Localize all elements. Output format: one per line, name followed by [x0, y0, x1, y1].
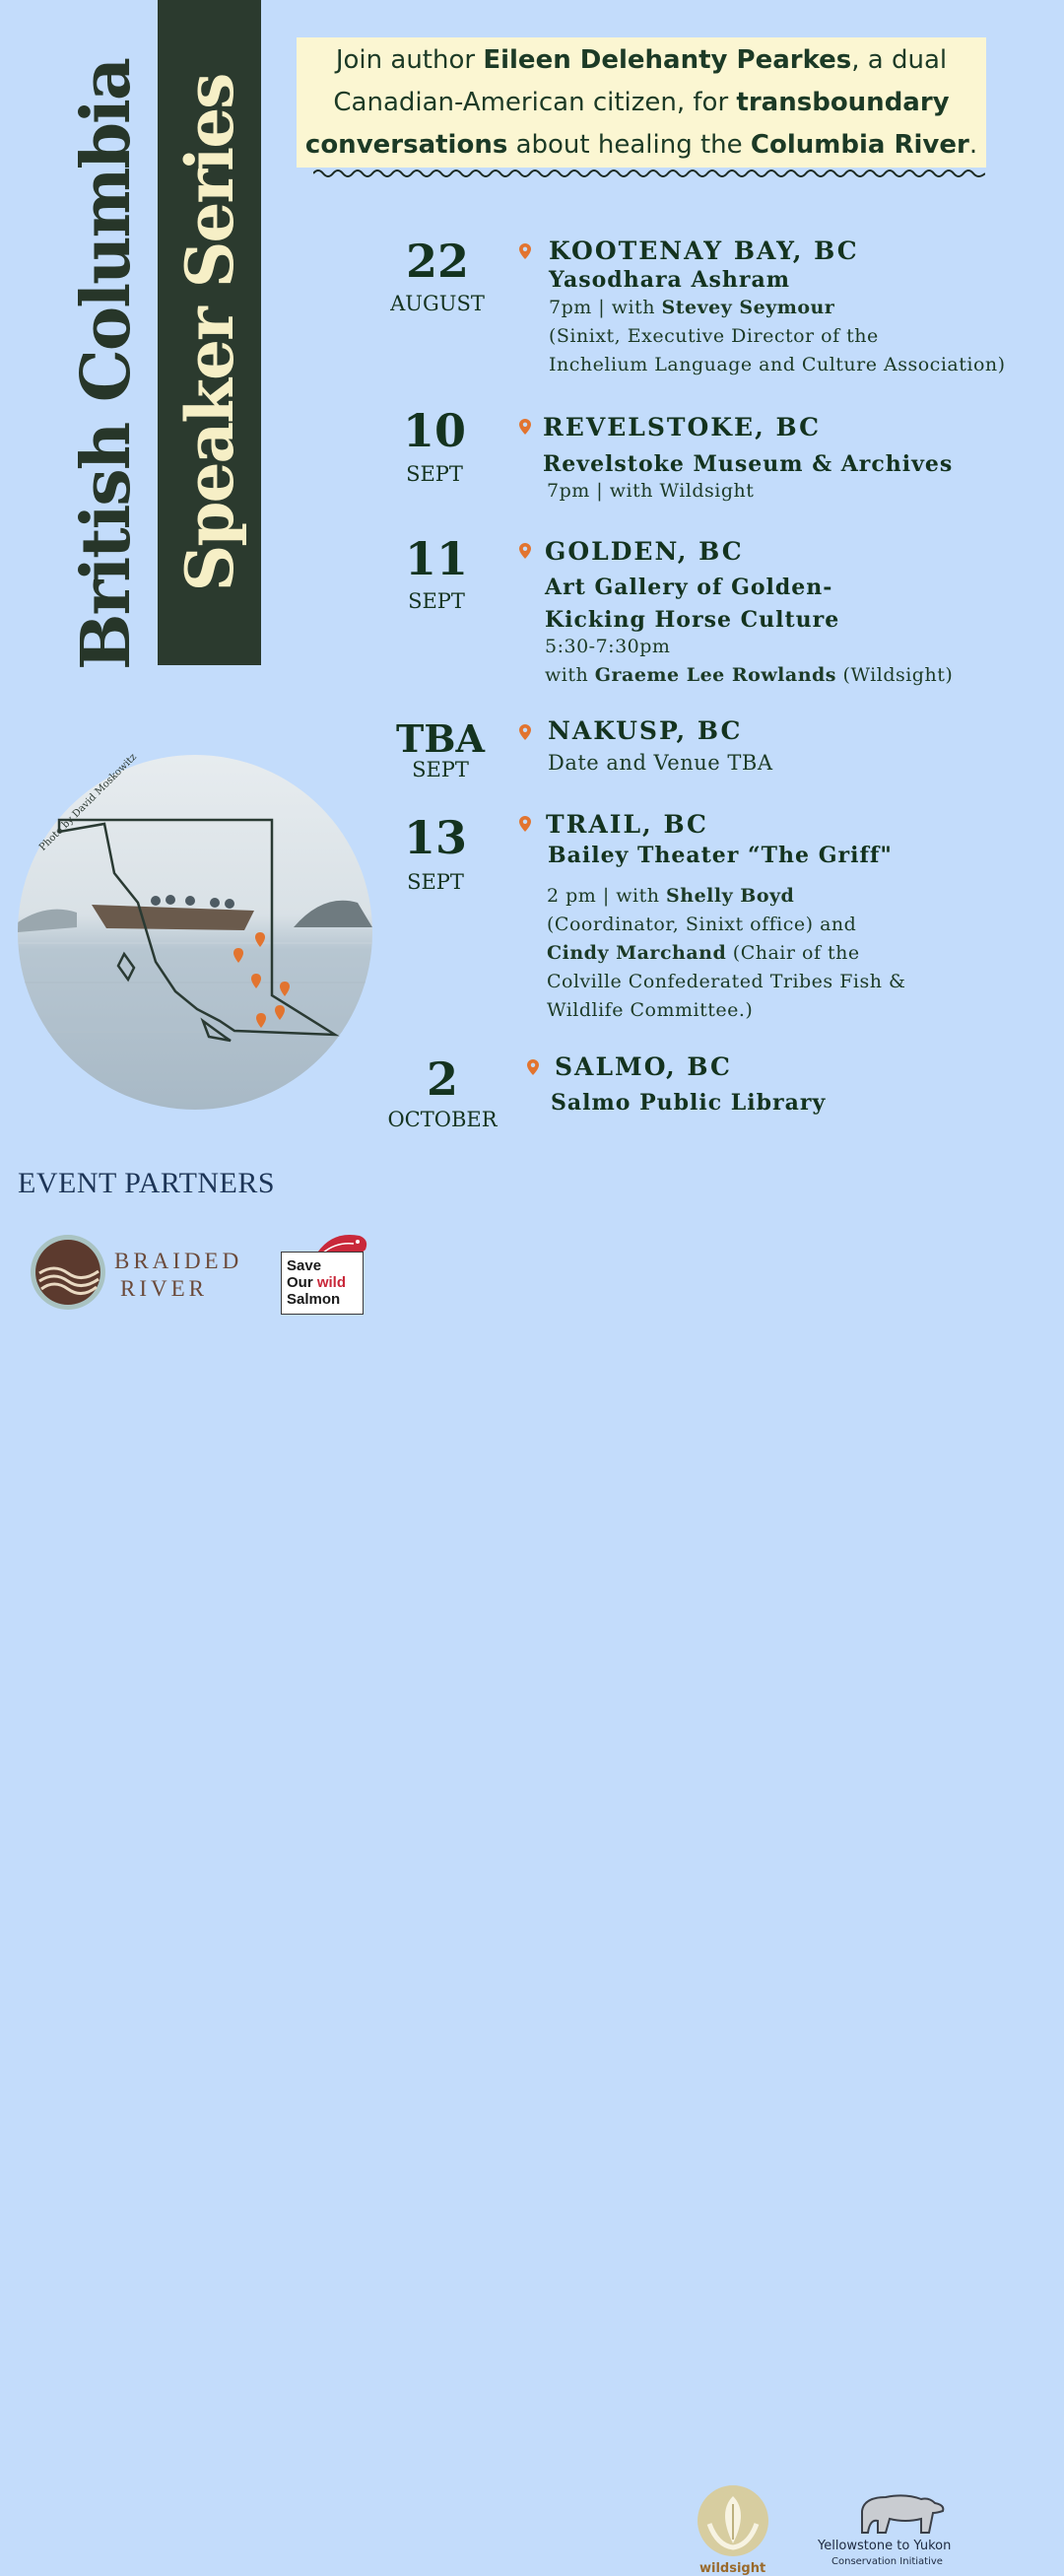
event-venue: Art Gallery of Golden- — [545, 575, 833, 600]
y2y-logo-line1: Yellowstone to Yukon — [818, 2539, 952, 2553]
event-date-month: SEPT — [412, 758, 469, 781]
speaker-name: Graeme Lee Rowlands — [594, 664, 837, 686]
event-date-month: SEPT — [407, 870, 464, 894]
event-city: GOLDEN, BC — [545, 537, 744, 566]
speaker-name: Stevey Seymour — [661, 297, 835, 318]
event-time-speaker: 7pm | with Wildsight — [547, 480, 755, 502]
bear-icon — [856, 2489, 947, 2537]
event-note: (Sinixt, Executive Director of the — [549, 325, 879, 347]
bc-map-photo — [18, 755, 372, 1110]
series-title-line2: Speaker Series — [170, 74, 248, 591]
event-date-month: SEPT — [408, 589, 465, 613]
event-venue: Yasodhara Ashram — [549, 267, 791, 293]
wave-divider — [313, 168, 985, 179]
event-time-speaker: 2 pm | with Shelly Boyd — [547, 885, 795, 907]
event-city: KOOTENAY BAY, BC — [549, 237, 859, 265]
event-time: 5:30-7:30pm — [545, 636, 671, 657]
event-city: REVELSTOKE, BC — [543, 413, 821, 441]
event-city: TRAIL, BC — [546, 810, 708, 839]
event-date-day: 13 — [403, 811, 467, 864]
event-date-day: 2 — [426, 1052, 458, 1106]
location-pin-icon — [519, 816, 531, 832]
speaker-name: Cindy Marchand — [547, 942, 727, 964]
event-date-month: SEPT — [406, 462, 463, 486]
event-date-day: 22 — [405, 235, 469, 288]
event-speaker: Cindy Marchand (Chair of the — [547, 942, 860, 964]
intro-box: Join author Eileen Delehanty Pearkes, a dual Canadian-American citizen, for transboundary conversations about healing the Columbia River. — [297, 37, 986, 168]
braided-river-logo: BRAIDED RIVER — [114, 1249, 243, 1301]
event-date-day: 10 — [402, 404, 466, 457]
event-date-day: TBA — [396, 716, 485, 761]
event-note: Wildlife Committee.) — [547, 999, 754, 1021]
speaker-name: Shelly Boyd — [666, 885, 795, 907]
wildsight-logo-icon — [698, 2484, 768, 2557]
event-venue: Bailey Theater “The Griff" — [548, 843, 893, 868]
braided-river-logo-icon — [30, 1234, 106, 1311]
event-partners-heading: EVENT PARTNERS — [18, 1167, 276, 1199]
event-note: Inchelium Language and Culture Association) — [549, 354, 1006, 375]
event-note: (Coordinator, Sinixt office) and — [547, 914, 857, 935]
location-pin-icon — [519, 243, 531, 259]
event-venue: Salmo Public Library — [551, 1090, 827, 1116]
location-pin-icon — [519, 724, 531, 740]
y2y-logo-line2: Conservation Initiative — [831, 2556, 943, 2567]
series-title-banner — [158, 0, 261, 665]
event-date-day: 11 — [404, 532, 468, 585]
event-speaker: with Graeme Lee Rowlands (Wildsight) — [545, 664, 954, 686]
event-date-month: AUGUST — [390, 292, 485, 315]
event-city: SALMO, BC — [555, 1052, 732, 1081]
event-city: NAKUSP, BC — [548, 716, 743, 745]
event-venue: Revelstoke Museum & Archives — [543, 451, 954, 477]
photo-credit: Photo by David Moskowitz — [37, 751, 139, 853]
wildsight-logo: wildsight — [699, 2561, 766, 2576]
event-date-month: OCTOBER — [387, 1108, 498, 1131]
event-note: Colville Confederated Tribes Fish & — [547, 971, 906, 992]
author-name: Eileen Delehanty Pearkes — [483, 45, 852, 75]
location-pin-icon — [519, 543, 531, 559]
series-title-line1: British Columbia — [67, 59, 146, 670]
event-venue: Date and Venue TBA — [548, 751, 773, 775]
event-venue: Kicking Horse Culture — [545, 607, 840, 633]
save-our-wild-salmon-logo: Save Our wild Salmon wildsight Yellowstone to Yukon Conservation Initiative — [281, 1252, 364, 1315]
location-pin-icon — [527, 1059, 539, 1075]
location-pin-icon — [519, 419, 531, 435]
event-time-speaker: 7pm | with Stevey Seymour — [549, 297, 835, 318]
